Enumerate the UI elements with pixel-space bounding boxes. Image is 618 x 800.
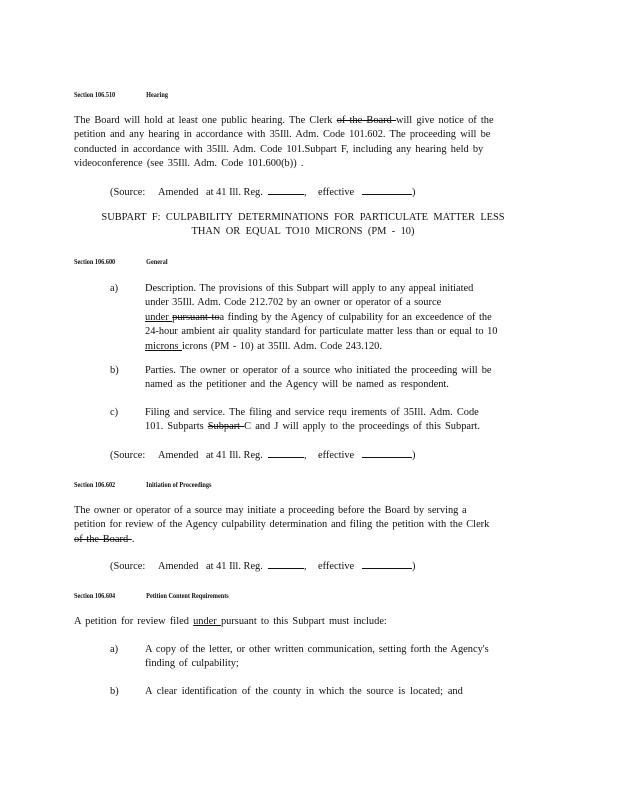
separator: , bbox=[304, 187, 307, 198]
inserted-text: under bbox=[145, 311, 173, 323]
source-amended: Amended bbox=[158, 561, 199, 572]
body-text: The owner or operator of a source may initiate a proceeding before the Board by serving a bbox=[74, 505, 467, 516]
section-106-600-item-b bbox=[145, 364, 492, 393]
blank-line bbox=[362, 559, 412, 569]
source-label: (Source: bbox=[110, 450, 146, 461]
section-title: General bbox=[146, 257, 168, 266]
body-text: . bbox=[131, 533, 135, 545]
body-text: a finding by the Agency of culpability for an exceedence of the bbox=[219, 311, 492, 323]
section-106-604-heading bbox=[74, 591, 229, 600]
inserted-text: microns bbox=[145, 340, 182, 352]
section-title: Initiation of Proceedings bbox=[146, 480, 212, 489]
inserted-text: under bbox=[193, 616, 221, 627]
source-register: at 41 Ill. Reg. bbox=[206, 187, 263, 198]
blank-line bbox=[362, 448, 412, 458]
source-effective: effective bbox=[318, 450, 355, 461]
subpart-title-line: THAN OR EQUAL TO10 MICRONS (PM - 10) bbox=[191, 226, 415, 237]
source-label: (Source: bbox=[110, 187, 146, 198]
section-106-604-intro bbox=[74, 615, 387, 629]
body-text: will give notice of the bbox=[396, 115, 494, 126]
item-label: c) bbox=[110, 407, 119, 418]
body-text: Filing and service. The filing and service requ irements of 35Ill. Adm. Code bbox=[145, 407, 479, 418]
deleted-text: of the Board bbox=[336, 115, 397, 126]
body-text: Parties. The owner or operator of a source who initiated the proceeding will be bbox=[145, 365, 492, 376]
section-number: Section 106.602 bbox=[74, 480, 116, 489]
item-label: b) bbox=[110, 365, 119, 376]
source-label: (Source: bbox=[110, 561, 146, 572]
subpart-heading bbox=[74, 211, 532, 239]
separator: , bbox=[304, 561, 307, 572]
body-text: petition and any hearing in accordance with 35Ill. Adm. Code 101.602. The proceeding will be bbox=[74, 129, 491, 141]
section-106-600-item-c bbox=[145, 406, 480, 435]
body-text: icrons (PM - 10) at 35Ill. Adm. Code 243.120. bbox=[181, 340, 382, 352]
source-note bbox=[110, 559, 415, 574]
body-text: A clear identification of the county in which the source is located; and bbox=[145, 686, 463, 697]
deleted-text: pursuant to bbox=[172, 311, 220, 323]
body-text: under 35Ill. Adm. Code 212.702 by an owner or operator of a source bbox=[145, 297, 442, 309]
section-106-600-heading bbox=[74, 257, 168, 266]
body-text: videoconference (see 35Ill. Adm. Code 101.600(b)) . bbox=[74, 158, 304, 170]
section-title: Petition Content Requirements bbox=[146, 591, 229, 600]
body-text: 101. Subparts bbox=[145, 421, 208, 433]
section-106-602-body bbox=[74, 504, 489, 547]
source-note bbox=[110, 185, 415, 200]
section-title: Hearing bbox=[146, 90, 168, 99]
subpart-title-line: SUBPART F: CULPABILITY DETERMINATIONS FOR PARTICULATE MATTER LESS bbox=[101, 212, 505, 223]
body-text: A petition for review filed bbox=[74, 616, 194, 627]
body-text: A copy of the letter, or other written communication, setting forth the Agency's bbox=[145, 644, 489, 655]
source-effective: effective bbox=[318, 561, 355, 572]
source-amended: Amended bbox=[158, 187, 199, 198]
blank-line bbox=[268, 185, 304, 195]
item-label: b) bbox=[110, 686, 119, 697]
source-effective: effective bbox=[318, 187, 355, 198]
body-text: Description. The provisions of this Subpart will apply to any appeal initiated bbox=[145, 283, 474, 294]
section-106-510-body bbox=[74, 114, 494, 172]
source-register: at 41 Ill. Reg. bbox=[206, 561, 263, 572]
blank-line bbox=[362, 185, 412, 195]
deleted-text: of the Board bbox=[74, 533, 132, 545]
body-text: C and J will apply to the proceedings of this Subpart. bbox=[244, 421, 480, 433]
body-text: 24-hour ambient air quality standard for particulate matter less than or equal to 10 bbox=[145, 326, 498, 338]
section-106-510-heading bbox=[74, 90, 168, 99]
section-106-600-item-a bbox=[145, 282, 497, 354]
source-close: ) bbox=[412, 450, 416, 461]
source-register: at 41 Ill. Reg. bbox=[206, 450, 263, 461]
section-106-604-item-b bbox=[145, 685, 463, 699]
section-106-604-item-a bbox=[145, 643, 489, 672]
source-amended: Amended bbox=[158, 450, 199, 461]
body-text: pursuant to this Subpart must include: bbox=[220, 616, 387, 627]
section-106-602-heading bbox=[74, 480, 211, 489]
section-number: Section 106.604 bbox=[74, 591, 116, 600]
source-note bbox=[110, 448, 415, 463]
body-text: conducted in accordance with 35Ill. Adm. Code 101.Subpart F, including any hearing held by bbox=[74, 143, 484, 155]
source-close: ) bbox=[412, 187, 416, 198]
blank-line bbox=[268, 559, 304, 569]
body-text: named as the petitioner and the Agency will be named as respondent. bbox=[145, 379, 449, 391]
separator: , bbox=[304, 450, 307, 461]
body-text: The Board will hold at least one public hearing. The Clerk bbox=[74, 115, 337, 126]
blank-line bbox=[268, 448, 304, 458]
source-close: ) bbox=[412, 561, 416, 572]
body-text: finding of culpability; bbox=[145, 658, 239, 670]
section-number: Section 106.510 bbox=[74, 90, 116, 99]
deleted-text: Subpart bbox=[207, 421, 245, 433]
body-text: petition for review of the Agency culpability determination and filing the petition with the Clerk bbox=[74, 519, 490, 531]
item-label: a) bbox=[110, 283, 119, 294]
section-number: Section 106.600 bbox=[74, 257, 116, 266]
item-label: a) bbox=[110, 644, 119, 655]
